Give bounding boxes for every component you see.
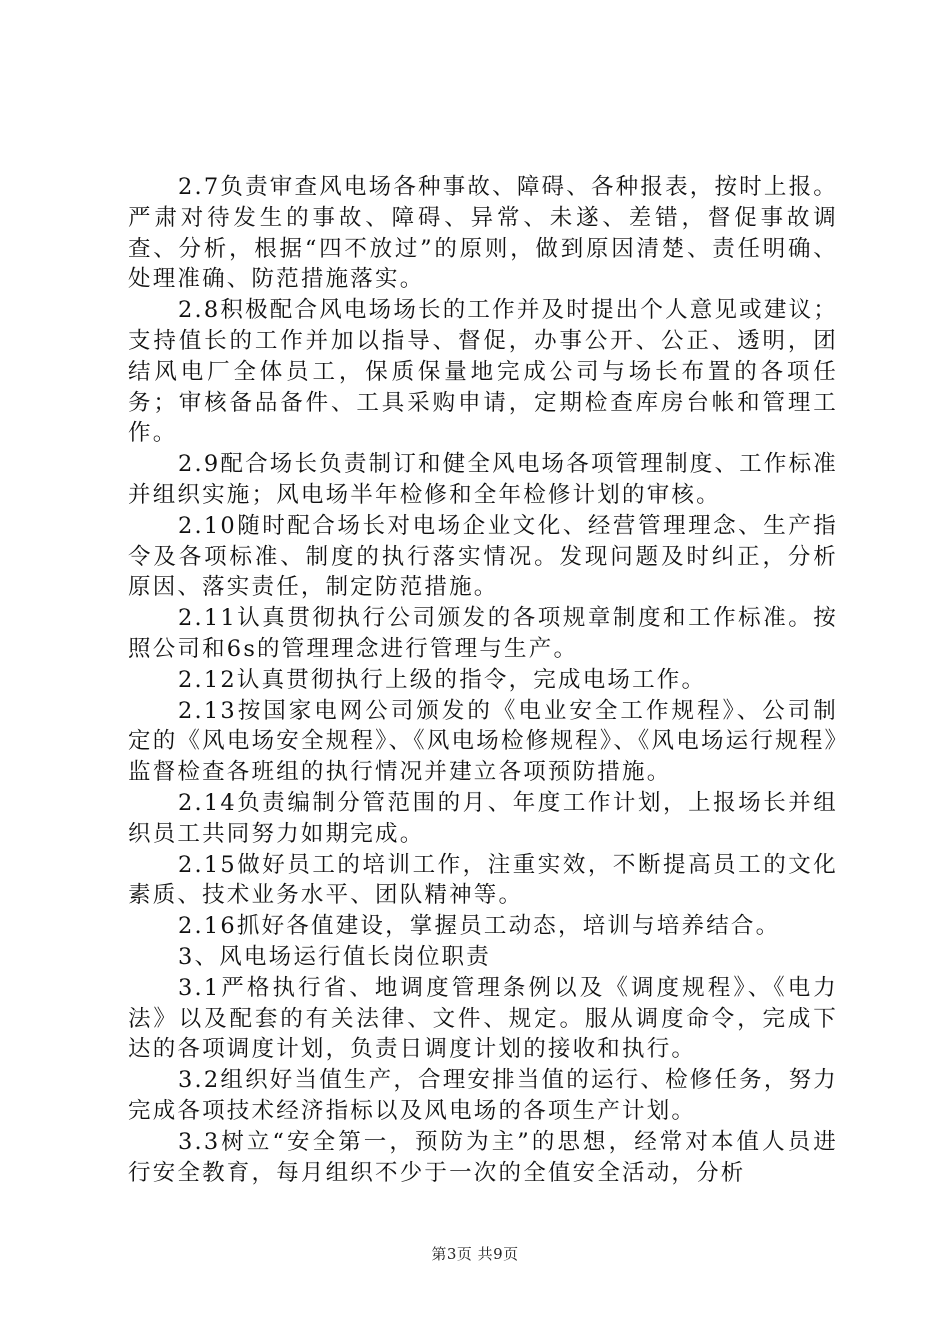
paragraph-2-7: 2.7负责审查风电场各种事故、障碍、各种报表，按时上报。严肃对待发生的事故、障碍、异常、未遂、差错，督促事故调查、分析，根据“四不放过”的原则，做到原因清楚、责任明确、处理准确、防范措施落实。	[128, 174, 838, 293]
paragraph-2-9: 2.9配合场长负责制订和健全风电场各项管理制度、工作标准并组织实施；风电场半年检修和全年检修计划的审核。	[128, 451, 838, 508]
paragraph-2-15: 2.15做好员工的培训工作，注重实效，不断提高员工的文化素质、技术业务水平、团队精神等。	[128, 851, 838, 909]
paragraph-2-16: 2.16抓好各值建设，掌握员工动态，培训与培养结合。	[178, 913, 781, 940]
page-number-footer: 第3页 共9页	[431, 1245, 519, 1263]
section-heading-3: 3、风电场运行值长岗位职责	[178, 943, 491, 970]
paragraph-2-10: 2.10随时配合场长对电场企业文化、经营管理理念、生产指令及各项标准、制度的执行落实情况。发现问题及时纠正，分析原因、落实责任，制定防范措施。	[128, 512, 838, 601]
paragraph-2-14: 2.14负责编制分管范围的月、年度工作计划，上报场长并组织员工共同努力如期完成。	[128, 789, 838, 847]
paragraph-2-11: 2.11认真贯彻执行公司颁发的各项规章制度和工作标准。按照公司和6s的管理理念进行管理与生产。	[128, 605, 838, 662]
paragraph-3-2: 3.2组织好当值生产，合理安排当值的运行、检修任务，努力完成各项技术经济指标以及风电场的各项生产计划。	[128, 1067, 838, 1124]
paragraph-2-12: 2.12认真贯彻执行上级的指令，完成电场工作。	[178, 666, 707, 693]
paragraph-3-3: 3.3树立“安全第一，预防为主”的思想，经常对本值人员进行安全教育，每月组织不少于一次的全值安全活动，分析	[128, 1128, 838, 1186]
paragraph-2-8: 2.8积极配合风电场场长的工作并及时提出个人意见或建议；支持值长的工作并加以指导、督促，办事公开、公正、透明，团结风电厂全体员工，保质保量地完成公司与场长布置的各项任务；审核备品备件、工具采购申请，定期检查库房台帐和管理工作。	[128, 297, 838, 447]
paragraph-2-13: 2.13按国家电网公司颁发的《电业安全工作规程》、公司制定的《风电场安全规程》、《风电场检修规程》、《风电场运行规程》监督检查各班组的执行情况并建立各项预防措施。	[128, 697, 838, 786]
paragraph-3-1: 3.1严格执行省、地调度管理条例以及《调度规程》、《电力法》以及配套的有关法律、文件、规定。服从调度命令，完成下达的各项调度计划，负责日调度计划的接收和执行。	[128, 974, 838, 1063]
document-body	[128, 172, 838, 1188]
